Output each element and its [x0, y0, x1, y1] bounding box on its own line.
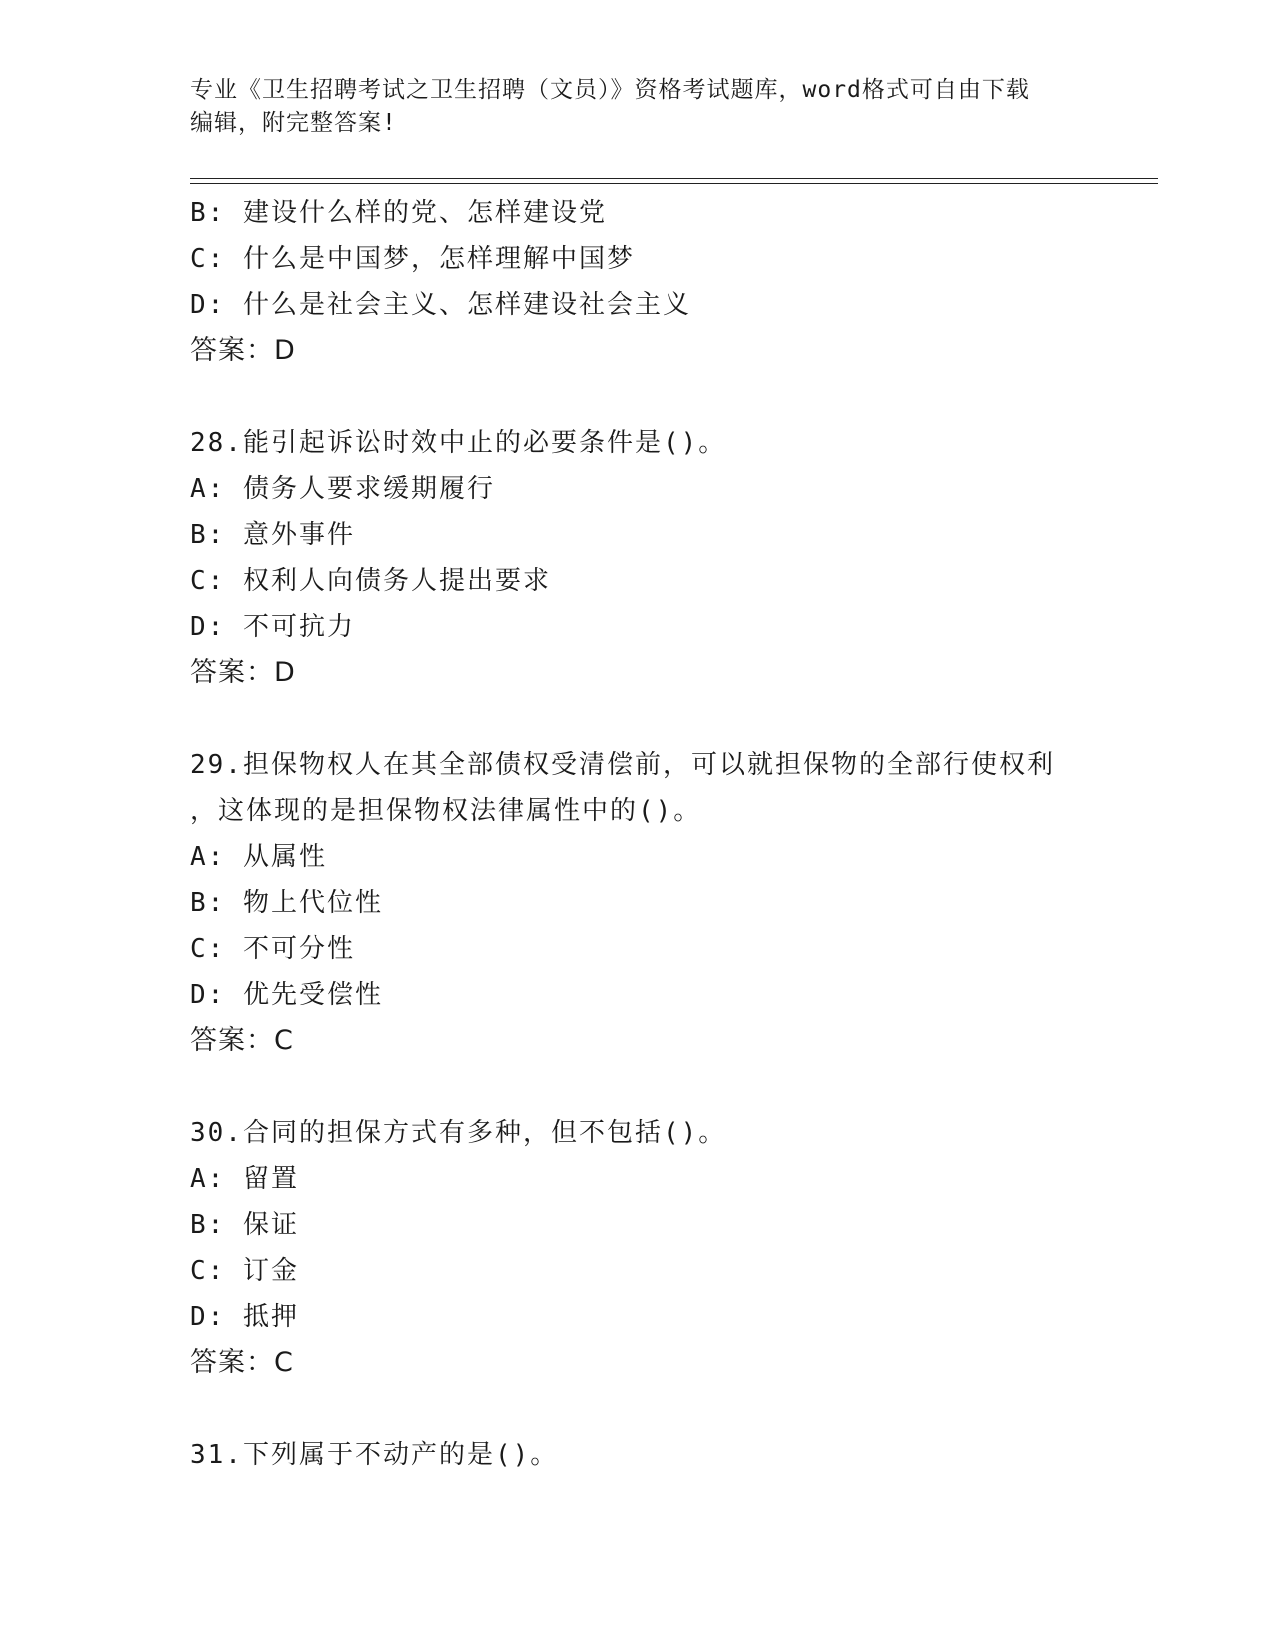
- question-30: [190, 1110, 1158, 1386]
- option-d: D: 优先受偿性: [190, 980, 383, 1010]
- header-divider-bottom: [190, 183, 1158, 184]
- question-text: 31.下列属于不动产的是()。: [190, 1440, 559, 1470]
- option-c: C: 不可分性: [190, 934, 355, 964]
- question-list: [190, 190, 1158, 1478]
- answer: 答案：C: [190, 1025, 294, 1056]
- spacer: [190, 1064, 1158, 1110]
- question-text: 28.能引起诉讼时效中止的必要条件是()。: [190, 428, 727, 458]
- question-text-line-2: ，这体现的是担保物权法律属性中的()。: [190, 796, 702, 826]
- spacer: [190, 696, 1158, 742]
- question-27: [190, 190, 1158, 374]
- spacer: [190, 1386, 1158, 1432]
- header-line-2: 编辑，附完整答案!: [190, 110, 397, 136]
- option-b: B: 意外事件: [190, 520, 355, 550]
- answer: 答案：C: [190, 1347, 294, 1378]
- option-c: C: 什么是中国梦，怎样理解中国梦: [190, 244, 635, 274]
- option-c: C: 权利人向债务人提出要求: [190, 566, 551, 596]
- option-a: A: 债务人要求缓期履行: [190, 474, 495, 504]
- question-31: [190, 1432, 1158, 1478]
- answer: 答案：D: [190, 657, 296, 688]
- option-d: D: 不可抗力: [190, 612, 355, 642]
- question-text: 30.合同的担保方式有多种，但不包括()。: [190, 1118, 727, 1148]
- header-line-1: 专业《卫生招聘考试之卫生招聘（文员）》资格考试题库，word格式可自由下载: [190, 77, 1030, 103]
- question-29: [190, 742, 1158, 1064]
- spacer: [190, 374, 1158, 420]
- question-28: [190, 420, 1158, 696]
- option-b: B: 保证: [190, 1210, 299, 1240]
- document-header: [190, 74, 1070, 140]
- question-text-line-1: 29.担保物权人在其全部债权受清偿前，可以就担保物的全部行使权利: [190, 750, 1055, 780]
- option-c: C: 订金: [190, 1256, 299, 1286]
- header-divider-top: [190, 178, 1158, 179]
- option-d: D: 什么是社会主义、怎样建设社会主义: [190, 290, 691, 320]
- option-a: A: 从属性: [190, 842, 327, 872]
- option-b: B: 建设什么样的党、怎样建设党: [190, 198, 607, 228]
- answer: 答案：D: [190, 335, 296, 366]
- option-d: D: 抵押: [190, 1302, 299, 1332]
- option-b: B: 物上代位性: [190, 888, 383, 918]
- option-a: A: 留置: [190, 1164, 299, 1194]
